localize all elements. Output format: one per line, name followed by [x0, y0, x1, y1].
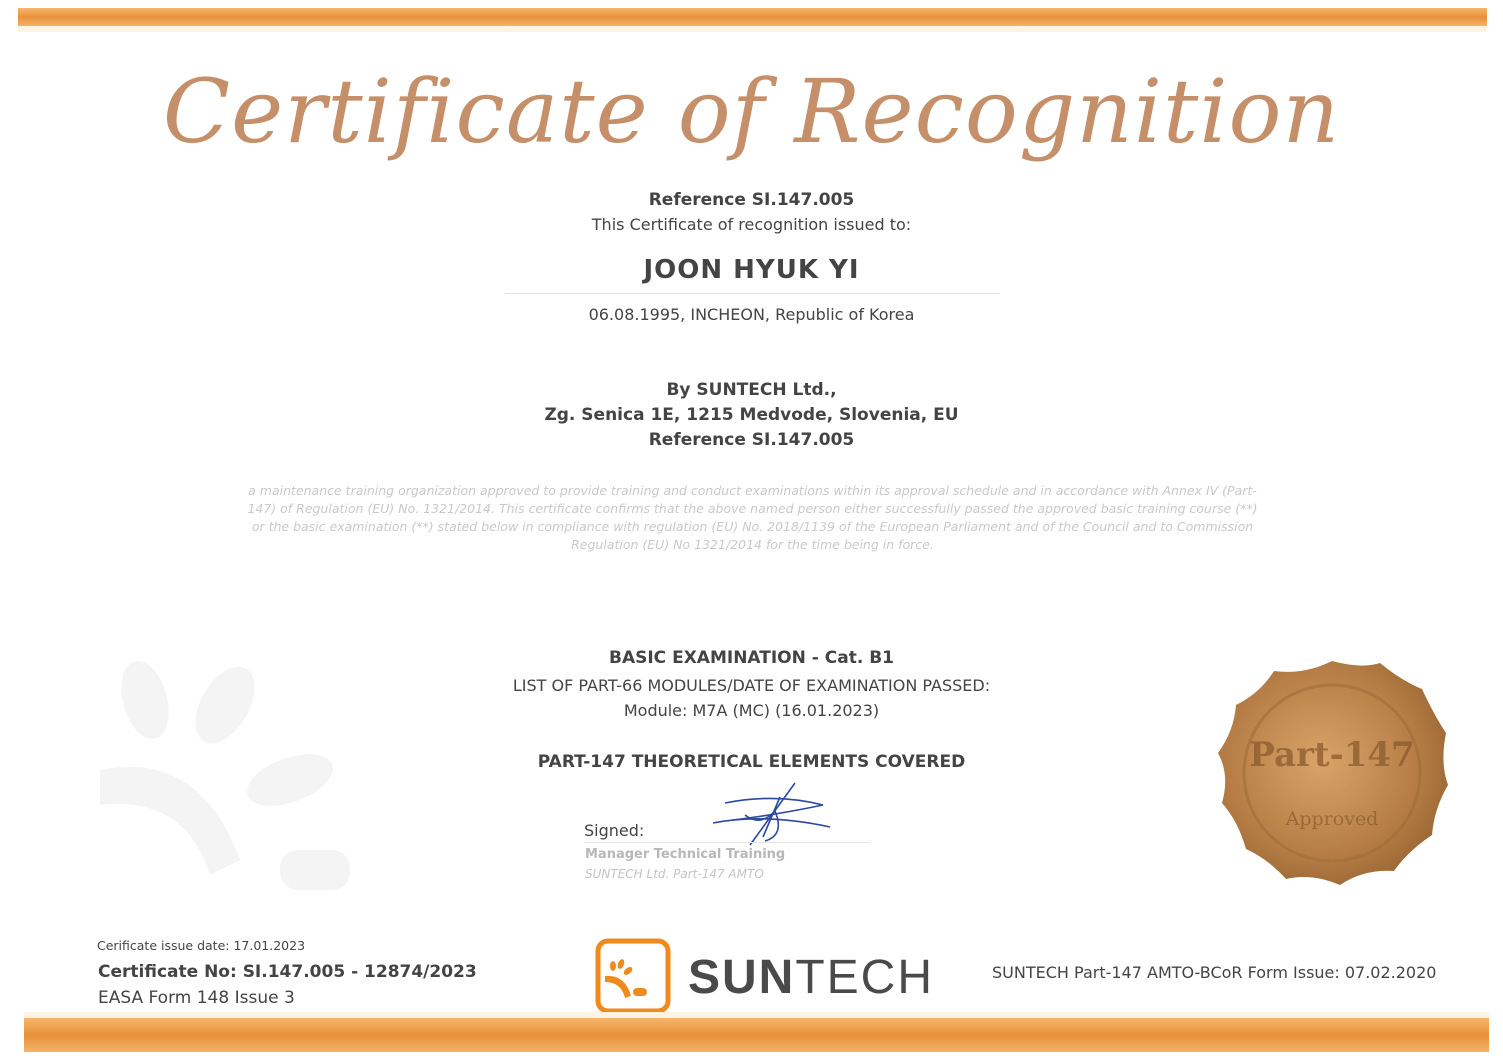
bottom-border-band — [24, 1018, 1489, 1052]
form-issue: SUNTECH Part-147 AMTO-BCoR Form Issue: 07.02.2020 — [992, 963, 1437, 982]
sun-watermark-icon — [90, 630, 370, 930]
signed-label: Signed: — [584, 821, 645, 840]
name-underline — [505, 293, 1000, 294]
logo-text-bold: SUN — [688, 951, 796, 1004]
exam-module: Module: M7A (MC) (16.01.2023) — [623, 701, 880, 720]
exam-title: BASIC EXAMINATION - Cat. B1 — [609, 648, 894, 668]
recipient-birth: 06.08.1995, INCHEON, Republic of Korea — [588, 305, 915, 324]
exam-list-label: LIST OF PART-66 MODULES/DATE OF EXAMINATION PASSED: — [512, 676, 991, 695]
logo-text-light: TECH — [795, 951, 935, 1004]
issuer-by: By SUNTECH Ltd., — [666, 380, 837, 400]
easa-form: EASA Form 148 Issue 3 — [98, 988, 295, 1008]
issued-to-label: This Certificate of recognition issued to: — [591, 215, 912, 234]
suntech-logo-text — [688, 950, 934, 1005]
seal-line1: Part-147 — [1249, 735, 1415, 775]
signature-line — [585, 842, 870, 843]
seal-line2: Approved — [1285, 808, 1379, 830]
signatory-role: Manager Technical Training — [585, 847, 786, 862]
handwritten-signature — [705, 775, 845, 855]
reference-top: Reference SI.147.005 — [648, 190, 855, 210]
suntech-logo-icon — [595, 938, 671, 1014]
certificate-title: Certificate of Recognition — [162, 60, 1341, 163]
legal-text: a maintenance training organization approved to provide training and conduct examinations within its approval schedule and in accordance with Annex IV (Part-147) of Regulation (EU) No. 1321/2014. This certificate confirms that the above named person either successfully passed the approved basic training course (**) or the basic examination (**) stated below in compliance with regulation (EU) No. 2018/1139 of the European Parliament and of the Council and to Commission Regulation (EU) No 1321/2014 for the time being in force. — [247, 483, 1258, 552]
recipient-name: JOON HYUK YI — [643, 255, 860, 285]
certificate-issue-date: Cerificate issue date: 17.01.2023 — [97, 938, 306, 953]
part147-elements: PART-147 THEORETICAL ELEMENTS COVERED — [537, 752, 966, 772]
signatory-org: SUNTECH Ltd. Part-147 AMTO — [585, 867, 764, 881]
issuer-reference: Reference SI.147.005 — [648, 430, 855, 450]
issuer-block — [0, 378, 1503, 453]
certificate-number: Certificate No: SI.147.005 - 12874/2023 — [98, 962, 477, 982]
issuer-address: Zg. Senica 1E, 1215 Medvode, Slovenia, EU — [544, 405, 959, 425]
top-border-band — [18, 8, 1487, 26]
